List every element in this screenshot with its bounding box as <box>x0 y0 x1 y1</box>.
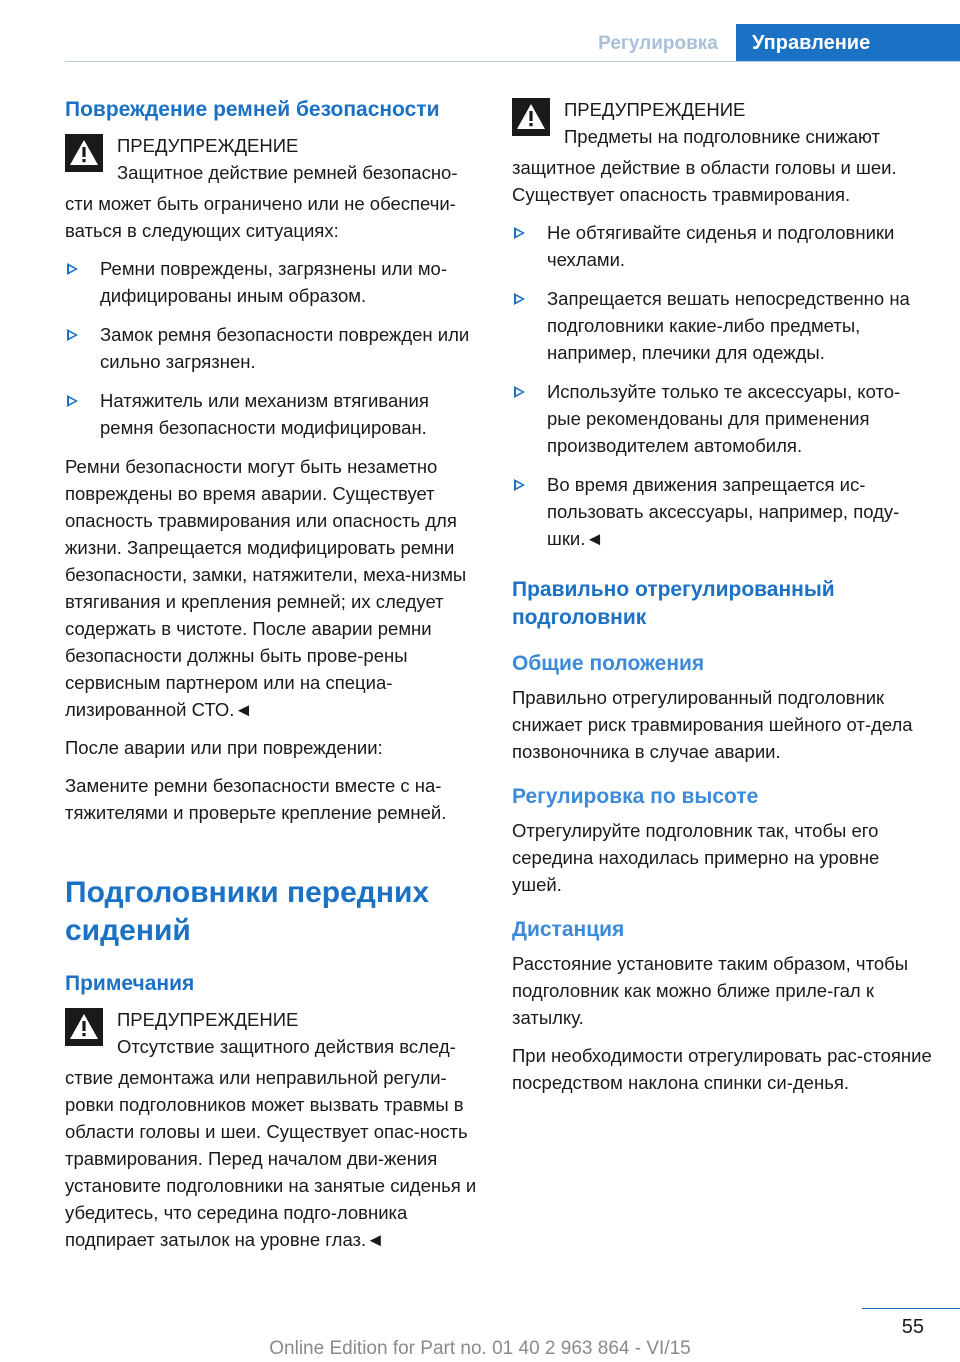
warning-label: ПРЕДУПРЕЖДЕНИЕ <box>117 135 299 156</box>
subsection-title-height: Регулировка по высоте <box>512 785 759 808</box>
warning-label: ПРЕДУПРЕЖДЕНИЕ <box>117 1009 299 1030</box>
section-title-seatbelt-damage: Повреждение ремней безопасности <box>65 98 440 121</box>
list-item-text: Ремни повреждены, загрязнены или мо‐дифицированы иным образом. <box>100 258 448 306</box>
list-item-text: Используйте только те аксессуары, кото‐рые рекомендованы для применения производителем автомобиля. <box>547 381 901 456</box>
header-divider <box>65 61 960 62</box>
footer-divider <box>862 1308 960 1309</box>
body-paragraph: Замените ремни безопасности вместе с на‐тяжителями и проверьте крепление ремней. <box>65 775 447 823</box>
page-number: 55 <box>901 1316 924 1338</box>
list-item <box>512 471 932 552</box>
subsection-title-general: Общие положения <box>512 652 705 675</box>
bullet-triangle-icon <box>514 386 525 398</box>
body-paragraph: Отрегулируйте подголовник так, чтобы его середина находилась примерно на уровне ушей. <box>512 820 880 895</box>
right-column <box>512 96 932 1107</box>
list-item-text: Запрещается вешать непосредственно на подголовники какие-либо предметы, например, плечики для одежды. <box>547 288 910 363</box>
bullet-triangle-icon <box>514 293 525 305</box>
warning-label: ПРЕДУПРЕЖДЕНИЕ <box>564 99 746 120</box>
left-column <box>65 96 485 1264</box>
bullet-triangle-icon <box>67 263 78 275</box>
list-item-text: Во время движения запрещается ис‐пользовать аксессуары, например, поду‐шки.◄ <box>547 474 900 549</box>
list-item <box>65 321 485 375</box>
subsection-title-distance: Дистанция <box>512 918 625 941</box>
body-paragraph: Расстояние установите таким образом, чтобы подголовник как можно ближе прилe‐гал к затылку. <box>512 953 909 1028</box>
body-paragraph: После аварии или при повреждении: <box>65 737 383 758</box>
warning-block-1 <box>65 132 485 186</box>
warning-text-first-line: Предметы на подголовнике снижают <box>564 126 880 147</box>
tab-regulirovka: Регулировка <box>598 33 718 54</box>
bullet-triangle-icon <box>514 479 525 491</box>
list-item-text: Замок ремня безопасности поврежден или сильно загрязнен. <box>100 324 470 372</box>
body-paragraph: При необходимости отрегулировать рас‐стояние посредством наклона спинки си‐денья. <box>512 1045 932 1093</box>
warning-text-rest: сти может быть ограничено или не обеспечи‐ваться в следующих ситуациях: <box>65 193 456 241</box>
warning-block-3 <box>512 96 932 150</box>
list-item <box>65 387 485 441</box>
body-paragraph: Правильно отрегулированный подголовник снижает риск травмирования шейного от‐дела позвоночника в случае аварии. <box>512 687 913 762</box>
list-item-text: Не обтягивайте сиденья и подголовники чехлами. <box>547 222 895 270</box>
warning-block-2 <box>65 1006 485 1060</box>
bullet-triangle-icon <box>67 395 78 407</box>
section-title-headrests: Подголовники передних сидений <box>65 876 430 947</box>
list-item-text: Натяжитель или механизм втягивания ремня безопасности модифицирован. <box>100 390 429 438</box>
page-header <box>0 0 960 62</box>
section-title-adjusted-headrest: Правильно отрегулированный подголовник <box>512 578 835 629</box>
bullet-triangle-icon <box>67 329 78 341</box>
warning-icon <box>512 98 550 136</box>
warning-icon <box>65 1008 103 1046</box>
list-item <box>512 285 932 366</box>
bullet-triangle-icon <box>514 227 525 239</box>
subsection-title-notes: Примечания <box>65 972 195 995</box>
warning-text-first-line: Отсутствие защитного действия вслед‐ <box>117 1036 456 1057</box>
list-item <box>512 378 932 459</box>
warning-icon <box>65 134 103 172</box>
list-item <box>512 219 932 273</box>
tab-upravlenie: Управление <box>736 24 960 62</box>
edition-note: Online Edition for Part no. 01 40 2 963 864 - VI/15 <box>269 1338 691 1359</box>
warning-text-rest: ствие демонтажа или неправильной регули‐ровки подголовников может вызвать травмы в области головы и шеи. Существует опас‐ность травмирования. Перед началом дви‐жения установите подголовники на занятые сиденья и убедитесь, что середина подго‐ловника подпирает затылок на уровне глаз.◄ <box>65 1067 477 1250</box>
warning-text-first-line: Защитное действие ремней безопасно‐ <box>117 162 458 183</box>
list-item <box>65 255 485 309</box>
body-paragraph: Ремни безопасности могут быть незаметно повреждены во время аварии. Существует опасность травмирования или опасность для жизни. Запрещается модифицировать ремни безопасности, замки, натяжители, меха‐низмы втягивания и крепления ремней; их следует содержать в чистоте. После аварии ремни безопасности должны быть прове‐рены сервисным партнером или на специа‐лизированной СТО.◄ <box>65 456 467 720</box>
warning-text-rest: защитное действие в области головы и шеи. Существует опасность травмирования. <box>512 157 897 205</box>
